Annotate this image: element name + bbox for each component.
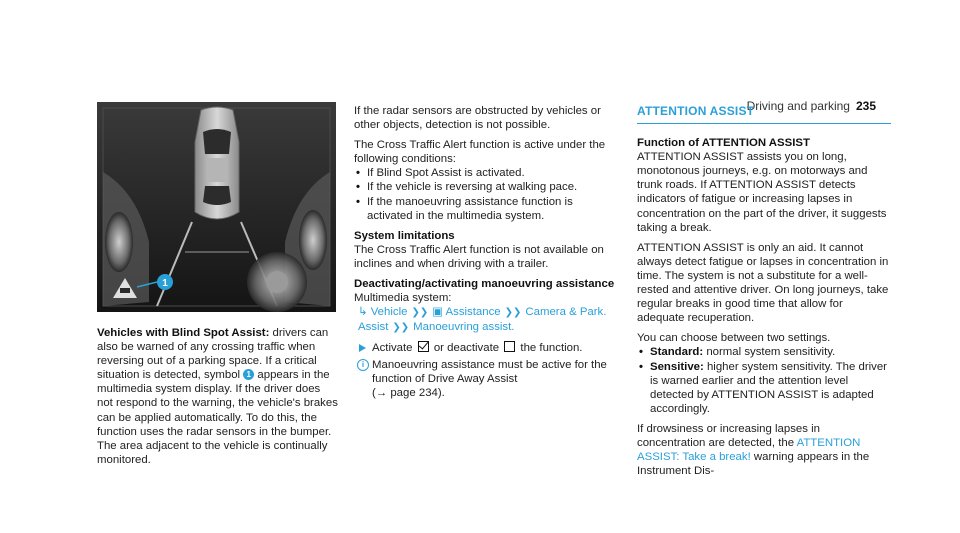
obstruction-paragraph: If the radar sensors are obstructed by vehicles or other objects, detection is not possible. xyxy=(354,105,601,132)
right-wheel xyxy=(299,210,327,270)
action-text-a: Activate xyxy=(372,342,416,355)
menu-vehicle[interactable]: Vehicle xyxy=(370,306,408,319)
info-note xyxy=(354,358,616,400)
multimedia-label: Multimedia system: xyxy=(354,292,452,305)
setting-label: Sensitive: xyxy=(650,360,704,373)
header-section: Driving and parking xyxy=(746,99,850,113)
blind-spot-lead: Vehicles with Blind Spot Assist: xyxy=(97,327,270,339)
chevron-right-icon: ❯❯ xyxy=(392,322,410,334)
drowsiness-text-a: If drowsiness or increasing lapses in concentration are detected, the xyxy=(637,422,820,449)
checkbox-checked-icon[interactable] xyxy=(418,341,429,352)
deactivating-title: Deactivating/activating manoeuvring assistance xyxy=(354,278,615,291)
column-2 xyxy=(354,104,616,406)
blind-spot-text-b: appears in the multimedia system display. If the driver does not respond to the warning, the vehicle's brakes can be applied automatically. To do this, the function uses the radar sensors in the bumper. The area adjacent to the vehicle is continually monitored. xyxy=(97,369,338,466)
column-3 xyxy=(637,104,891,484)
warning-message: ATTENTION ASSIST: Take a break! xyxy=(637,436,861,464)
action-step xyxy=(354,341,616,355)
menu-camera[interactable]: Camera & Park. Assist xyxy=(358,306,607,334)
aid-paragraph: ATTENTION ASSIST is only an aid. It cannot always detect fatigue or lapses in concentration in time. The system is not a substitute for a well-rested and attentive driver. On long journeys, take regular breaks in good time that allow for adequate recuperation. xyxy=(637,241,889,325)
list-item: • If the manoeuvring assistance function is activated in the multimedia system. xyxy=(354,195,616,223)
action-text-b: or deactivate xyxy=(430,342,503,355)
blind-spot-text-a: drivers can also be warned of any crossing traffic when reversing out of a parking space. If a critical situation is detected, symbol xyxy=(97,327,329,382)
note-text: Manoeuvring assistance must be active for the function of Drive Away Assist xyxy=(372,358,607,385)
parking-display-image xyxy=(97,102,336,312)
cross-traffic-illustration xyxy=(97,102,336,312)
list-item: • If Blind Spot Assist is activated. xyxy=(354,166,616,180)
list-item xyxy=(637,345,891,359)
menu-manoeuvring[interactable]: Manoeuvring assist. xyxy=(413,321,515,334)
setting-text: higher system sensitivity. The driver is warned earlier and the attention level detected by ATTENTION ASSIST is adapted accordingly. xyxy=(650,360,887,415)
left-wheel xyxy=(105,212,133,272)
note-page-ref[interactable]: (→ page 234). xyxy=(372,386,445,399)
column-1 xyxy=(97,326,339,473)
drowsiness-text-b: warning appears in the Instrument Dis- xyxy=(637,451,870,478)
info-icon: i xyxy=(357,359,369,371)
list-item xyxy=(637,360,891,416)
chevron-right-icon: ❯❯ xyxy=(411,307,429,319)
section-divider xyxy=(637,123,891,124)
assistance-car-icon: ▣ xyxy=(432,306,443,319)
page-number: 235 xyxy=(855,99,876,113)
system-limitations-text: The Cross Traffic Alert function is not available on inclines and when driving with a trailer. xyxy=(354,243,604,270)
settings-intro: You can choose between two settings. xyxy=(637,332,831,345)
setting-text: normal system sensitivity. xyxy=(703,346,836,359)
menu-path xyxy=(354,305,616,335)
drowsiness-paragraph xyxy=(637,422,891,478)
system-limitations-title: System limitations xyxy=(354,229,455,242)
vehicle-menu-arrow-icon: ↳ xyxy=(358,306,368,319)
callout-number: 1 xyxy=(162,278,168,289)
section-title: ATTENTION ASSIST xyxy=(637,104,755,118)
conditions-list xyxy=(354,166,616,222)
setting-label: Standard: xyxy=(650,346,704,359)
action-text-c: the function. xyxy=(517,342,583,355)
checkbox-empty-icon[interactable] xyxy=(504,341,515,352)
list-item: • If the vehicle is reversing at walking pace. xyxy=(354,180,616,194)
callout-1-symbol: 1 xyxy=(243,369,254,380)
function-title: Function of ATTENTION ASSIST xyxy=(637,137,810,150)
settings-list xyxy=(637,345,891,415)
action-triangle-icon xyxy=(359,344,366,352)
vehicle-top-view xyxy=(195,107,239,219)
function-paragraph: ATTENTION ASSIST assists you on long, monotonous journeys, e.g. on motorways and trunk roads. If ATTENTION ASSIST detects indicators of fatigue or increasing lapses in concentration on the part of the driver, it suggests taking a break. xyxy=(637,151,887,234)
callout-1-icon xyxy=(157,274,173,290)
conditions-intro: The Cross Traffic Alert function is active under the following conditions: xyxy=(354,139,606,166)
menu-assistance[interactable]: Assistance xyxy=(445,306,501,319)
chevron-right-icon: ❯❯ xyxy=(504,307,522,319)
blind-spot-paragraph xyxy=(97,326,339,467)
